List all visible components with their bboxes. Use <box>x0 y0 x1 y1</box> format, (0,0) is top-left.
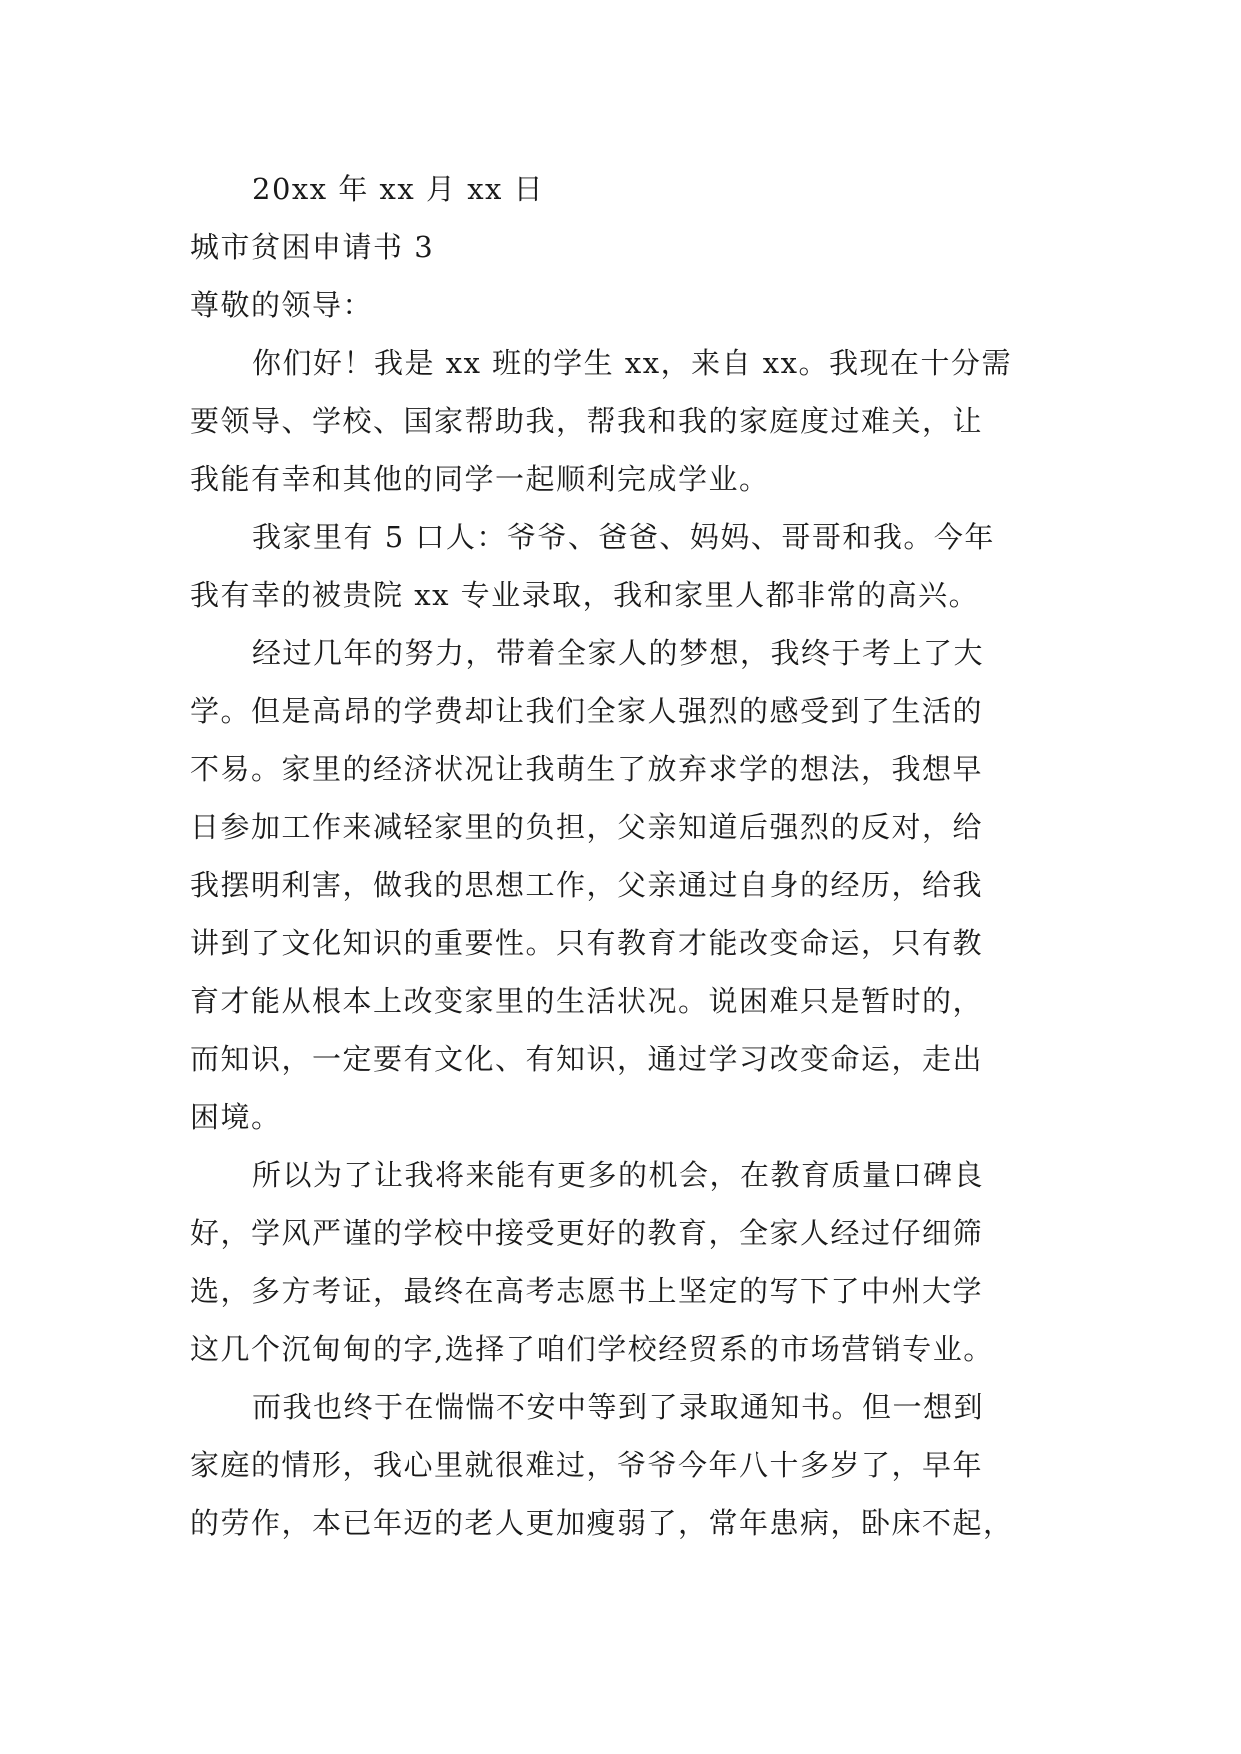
paragraph-line: 不易。家里的经济状况让我萌生了放弃求学的想法，我想早 <box>190 752 984 786</box>
date-line: 20xx 年 xx 月 xx 日 <box>252 172 545 206</box>
paragraph-line: 我摆明利害，做我的思想工作，父亲通过自身的经历，给我 <box>190 868 984 902</box>
paragraph-line: 的劳作，本已年迈的老人更加瘦弱了，常年患病，卧床不起， <box>190 1506 1014 1540</box>
paragraph-line: 家庭的情形，我心里就很难过，爷爷今年八十多岁了，早年 <box>190 1448 984 1482</box>
document-body <box>190 160 1060 1552</box>
paragraph <box>190 1378 1060 1552</box>
document-title: 城市贫困申请书 3 <box>190 230 435 264</box>
paragraph <box>190 508 1060 624</box>
paragraph-line: 我有幸的被贵院 xx 专业录取，我和家里人都非常的高兴。 <box>190 578 980 612</box>
paragraph-line: 困境。 <box>190 1100 282 1134</box>
paragraph-line: 育才能从根本上改变家里的生活状况。说困难只是暂时的， <box>190 984 984 1018</box>
paragraph-line: 好，学风严谨的学校中接受更好的教育，全家人经过仔细筛 <box>190 1216 984 1250</box>
paragraph <box>190 624 1060 1146</box>
paragraph-line: 日参加工作来减轻家里的负担，父亲知道后强烈的反对，给 <box>190 810 984 844</box>
paragraph-line: 我家里有 5 口人：爷爷、爸爸、妈妈、哥哥和我。今年 <box>252 520 995 554</box>
paragraph <box>190 1146 1060 1378</box>
paragraph-line: 讲到了文化知识的重要性。只有教育才能改变命运，只有教 <box>190 926 984 960</box>
paragraph-line: 这几个沉甸甸的字,选择了咱们学校经贸系的市场营销专业。 <box>190 1332 994 1366</box>
paragraph-line: 学。但是高昂的学费却让我们全家人强烈的感受到了生活的 <box>190 694 984 728</box>
paragraph-line: 我能有幸和其他的同学一起顺利完成学业。 <box>190 462 770 496</box>
paragraph-line: 要领导、学校、国家帮助我，帮我和我的家庭度过难关，让 <box>190 404 984 438</box>
salutation: 尊敬的领导： <box>190 288 374 322</box>
paragraph-line: 而我也终于在惴惴不安中等到了录取通知书。但一想到 <box>252 1390 985 1424</box>
paragraph <box>190 334 1060 508</box>
paragraph-line: 而知识，一定要有文化、有知识，通过学习改变命运，走出 <box>190 1042 984 1076</box>
paragraph-line: 所以为了让我将来能有更多的机会，在教育质量口碑良 <box>252 1158 985 1192</box>
paragraph-line: 你们好！我是 xx 班的学生 xx，来自 xx。我现在十分需 <box>252 346 1013 380</box>
paragraph-line: 经过几年的努力，带着全家人的梦想，我终于考上了大 <box>252 636 985 670</box>
paragraph-line: 选，多方考证，最终在高考志愿书上坚定的写下了中州大学 <box>190 1274 984 1308</box>
